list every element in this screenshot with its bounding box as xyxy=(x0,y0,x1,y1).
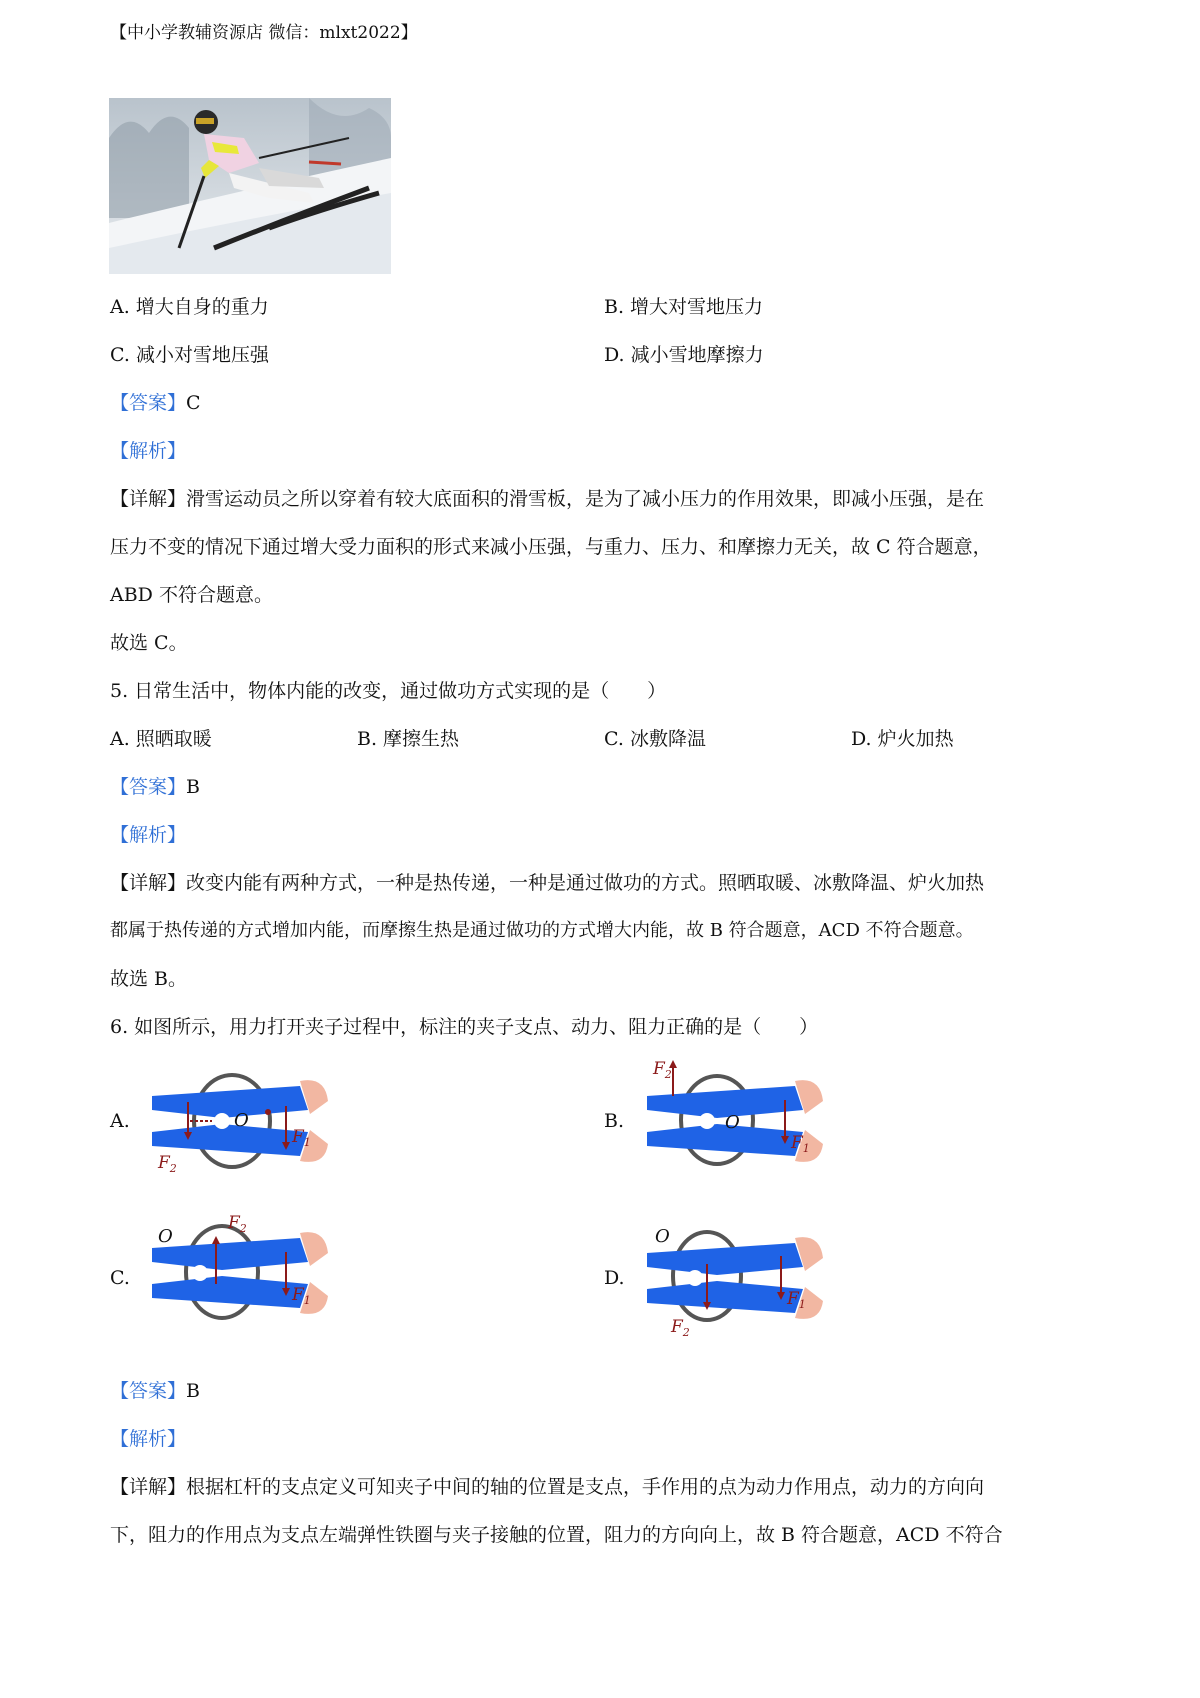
detail-text: 改变内能有两种方式，一种是热传递，一种是通过做功的方式。照晒取暖、冰敷降温、炉火加热 xyxy=(186,872,985,894)
answer-value: B xyxy=(186,776,200,798)
q6-answer xyxy=(110,1376,200,1403)
q6-option-d-label: D. xyxy=(604,1267,625,1289)
q6-detail-line1 xyxy=(110,1472,984,1499)
q5-option-a: A. 照晒取暖 xyxy=(110,728,212,750)
q6-stem: 6. 如图所示，用力打开夹子过程中，标注的夹子支点、动力、阻力正确的是（ ） xyxy=(110,1016,819,1038)
answer-tag: 【答案】 xyxy=(110,392,187,414)
skier-photo xyxy=(109,98,391,274)
detail-text: 根据杠杆的支点定义可知夹子中间的轴的位置是支点，手作用的点为动力作用点，动力的方向向 xyxy=(186,1476,985,1498)
answer-tag: 【答案】 xyxy=(110,1380,187,1402)
q6-analysis-tag: 【解析】 xyxy=(110,1428,187,1450)
q4-option-a: A. 增大自身的重力 xyxy=(110,296,269,318)
page-header: 【中小学教辅资源店 微信：mlxt2022】 xyxy=(110,23,418,43)
q4-detail-line2: 压力不变的情况下通过增大受力面积的形式来减小压强，与重力、压力、和摩擦力无关，故 C 符合题意， xyxy=(110,536,992,558)
q6-option-a-label: A. xyxy=(110,1110,130,1132)
q6-detail-line2: 下，阻力的作用点为支点左端弹性铁圈与夹子接触的位置，阻力的方向向上，故 B 符合题意，ACD 不符合 xyxy=(110,1524,1003,1546)
label-f1: $F_1$ xyxy=(292,1285,311,1307)
label-o: O xyxy=(655,1226,670,1247)
q5-option-d: D. 炉火加热 xyxy=(851,728,954,750)
q5-detail-line2: 都属于热传递的方式增加内能，而摩擦生热是通过做功的方式增大内能，故 B 符合题意，ACD 不符合题意。 xyxy=(110,920,974,941)
q4-answer xyxy=(110,388,201,415)
q5-analysis-tag: 【解析】 xyxy=(110,824,187,846)
q5-option-c: C. 冰敷降温 xyxy=(604,728,706,750)
detail-tag: 【详解】 xyxy=(110,1476,187,1498)
label-f2: $F_2$ xyxy=(158,1153,177,1175)
detail-tag: 【详解】 xyxy=(110,488,187,510)
label-f2: $F_2$ xyxy=(671,1317,690,1339)
q6-option-c-label: C. xyxy=(110,1267,130,1289)
answer-value: C xyxy=(186,392,201,414)
q4-option-b: B. 增大对雪地压力 xyxy=(604,296,764,318)
q5-detail-line1 xyxy=(110,868,984,895)
answer-value: B xyxy=(186,1380,200,1402)
q6-option-d-diagram xyxy=(645,1220,825,1350)
label-o: O xyxy=(158,1226,173,1247)
detail-text: 滑雪运动员之所以穿着有较大底面积的滑雪板，是为了减小压力的作用效果，即减小压强，是在 xyxy=(186,488,985,510)
q5-answer xyxy=(110,772,200,799)
q4-detail-line1 xyxy=(110,484,984,511)
label-f1: $F_1$ xyxy=(292,1127,311,1149)
label-o: O xyxy=(725,1112,740,1133)
label-o: O xyxy=(234,1110,249,1131)
q4-detail-line3: ABD 不符合题意。 xyxy=(110,584,273,606)
label-f2: $F_2$ xyxy=(228,1213,247,1235)
q4-option-d: D. 减小雪地摩擦力 xyxy=(604,344,764,366)
q5-option-b: B. 摩擦生热 xyxy=(357,728,460,750)
detail-tag: 【详解】 xyxy=(110,872,187,894)
label-f2: $F_2$ xyxy=(653,1059,672,1081)
answer-tag: 【答案】 xyxy=(110,776,187,798)
q6-option-b-label: B. xyxy=(604,1110,625,1132)
q6-option-b-diagram xyxy=(645,1056,825,1186)
q6-option-a-diagram xyxy=(150,1066,330,1176)
q5-conclusion: 故选 B。 xyxy=(110,968,188,990)
label-f1: $F_1$ xyxy=(787,1289,806,1311)
q4-option-c: C. 减小对雪地压强 xyxy=(110,344,269,366)
q5-stem: 5. 日常生活中，物体内能的改变，通过做功方式实现的是（ ） xyxy=(110,680,667,702)
q4-conclusion: 故选 C。 xyxy=(110,632,188,654)
q6-option-c-diagram xyxy=(150,1208,330,1338)
label-f1: $F_1$ xyxy=(791,1133,810,1155)
q4-analysis-tag: 【解析】 xyxy=(110,440,187,462)
